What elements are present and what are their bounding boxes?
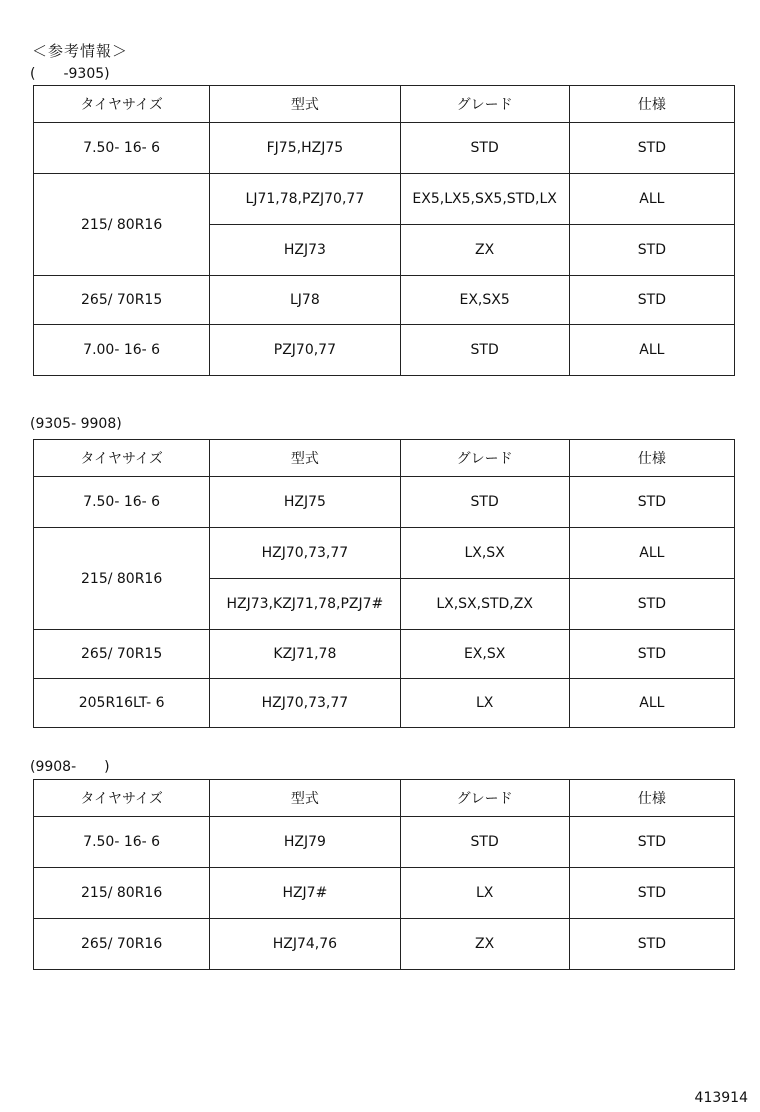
table-row bbox=[34, 174, 735, 225]
spec-cell: STD bbox=[569, 817, 734, 868]
table-row bbox=[34, 477, 735, 528]
tire-size-cell: 265/ 70R16 bbox=[34, 919, 210, 970]
grade-cell: ZX bbox=[400, 919, 569, 970]
spec-cell: STD bbox=[569, 477, 734, 528]
header-grade: グレード bbox=[400, 440, 569, 477]
model-cell: HZJ73 bbox=[210, 225, 400, 276]
reference-info-heading: ＜参考情報＞ bbox=[32, 42, 129, 60]
table-row bbox=[34, 919, 735, 970]
table-row bbox=[34, 868, 735, 919]
header-tire-size: タイヤサイズ bbox=[34, 780, 210, 817]
header-model: 型式 bbox=[210, 86, 400, 123]
spec-cell: STD bbox=[569, 579, 734, 630]
header-spec: 仕様 bbox=[569, 86, 734, 123]
tire-size-cell: 265/ 70R15 bbox=[34, 630, 210, 679]
grade-cell: EX,SX bbox=[400, 630, 569, 679]
grade-cell: LX,SX,STD,ZX bbox=[400, 579, 569, 630]
grade-cell: STD bbox=[400, 817, 569, 868]
spec-cell: STD bbox=[569, 276, 734, 325]
tire-spec-table-1 bbox=[33, 85, 735, 376]
spec-cell: STD bbox=[569, 868, 734, 919]
header-tire-size: タイヤサイズ bbox=[34, 440, 210, 477]
header-model: 型式 bbox=[210, 780, 400, 817]
table-header-row bbox=[34, 440, 735, 477]
header-grade: グレード bbox=[400, 86, 569, 123]
grade-cell: STD bbox=[400, 123, 569, 174]
model-cell: HZJ73,KZJ71,78,PZJ7# bbox=[210, 579, 400, 630]
grade-cell: STD bbox=[400, 477, 569, 528]
tire-size-cell: 265/ 70R15 bbox=[34, 276, 210, 325]
grade-cell: EX,SX5 bbox=[400, 276, 569, 325]
spec-cell: STD bbox=[569, 225, 734, 276]
spec-cell: STD bbox=[569, 123, 734, 174]
tire-size-cell: 215/ 80R16 bbox=[34, 174, 210, 276]
model-cell: HZJ79 bbox=[210, 817, 400, 868]
grade-cell: EX5,LX5,SX5,STD,LX bbox=[400, 174, 569, 225]
table-row bbox=[34, 679, 735, 728]
table-header-row bbox=[34, 780, 735, 817]
table-row bbox=[34, 817, 735, 868]
spec-cell: STD bbox=[569, 630, 734, 679]
table-row bbox=[34, 123, 735, 174]
tire-size-cell: 7.50- 16- 6 bbox=[34, 123, 210, 174]
grade-cell: LX bbox=[400, 868, 569, 919]
table-row bbox=[34, 528, 735, 579]
tire-size-cell: 7.50- 16- 6 bbox=[34, 477, 210, 528]
grade-cell: LX bbox=[400, 679, 569, 728]
tire-spec-table-2 bbox=[33, 439, 735, 728]
spec-cell: ALL bbox=[569, 679, 734, 728]
model-cell: HZJ70,73,77 bbox=[210, 679, 400, 728]
model-cell: FJ75,HZJ75 bbox=[210, 123, 400, 174]
tire-size-cell: 205R16LT- 6 bbox=[34, 679, 210, 728]
spec-cell: ALL bbox=[569, 528, 734, 579]
tire-size-cell: 215/ 80R16 bbox=[34, 528, 210, 630]
model-cell: HZJ7# bbox=[210, 868, 400, 919]
tire-size-cell: 7.50- 16- 6 bbox=[34, 817, 210, 868]
grade-cell: LX,SX bbox=[400, 528, 569, 579]
header-model: 型式 bbox=[210, 440, 400, 477]
table-header-row bbox=[34, 86, 735, 123]
model-cell: PZJ70,77 bbox=[210, 325, 400, 376]
period-label-3: (9908- ) bbox=[30, 759, 110, 775]
model-cell: HZJ70,73,77 bbox=[210, 528, 400, 579]
spec-cell: ALL bbox=[569, 174, 734, 225]
period-label-2: (9305- 9908) bbox=[30, 416, 122, 432]
header-tire-size: タイヤサイズ bbox=[34, 86, 210, 123]
tire-size-cell: 215/ 80R16 bbox=[34, 868, 210, 919]
spec-cell: ALL bbox=[569, 325, 734, 376]
grade-cell: ZX bbox=[400, 225, 569, 276]
model-cell: KZJ71,78 bbox=[210, 630, 400, 679]
header-grade: グレード bbox=[400, 780, 569, 817]
model-cell: HZJ74,76 bbox=[210, 919, 400, 970]
spec-cell: STD bbox=[569, 919, 734, 970]
tire-spec-table-3 bbox=[33, 779, 735, 970]
tire-size-cell: 7.00- 16- 6 bbox=[34, 325, 210, 376]
table-row bbox=[34, 630, 735, 679]
header-spec: 仕様 bbox=[569, 440, 734, 477]
grade-cell: STD bbox=[400, 325, 569, 376]
table-row bbox=[34, 276, 735, 325]
model-cell: LJ78 bbox=[210, 276, 400, 325]
model-cell: LJ71,78,PZJ70,77 bbox=[210, 174, 400, 225]
table-row bbox=[34, 325, 735, 376]
period-label-1: ( -9305) bbox=[30, 66, 110, 82]
model-cell: HZJ75 bbox=[210, 477, 400, 528]
document-code: 413914 bbox=[694, 1090, 748, 1106]
header-spec: 仕様 bbox=[569, 780, 734, 817]
